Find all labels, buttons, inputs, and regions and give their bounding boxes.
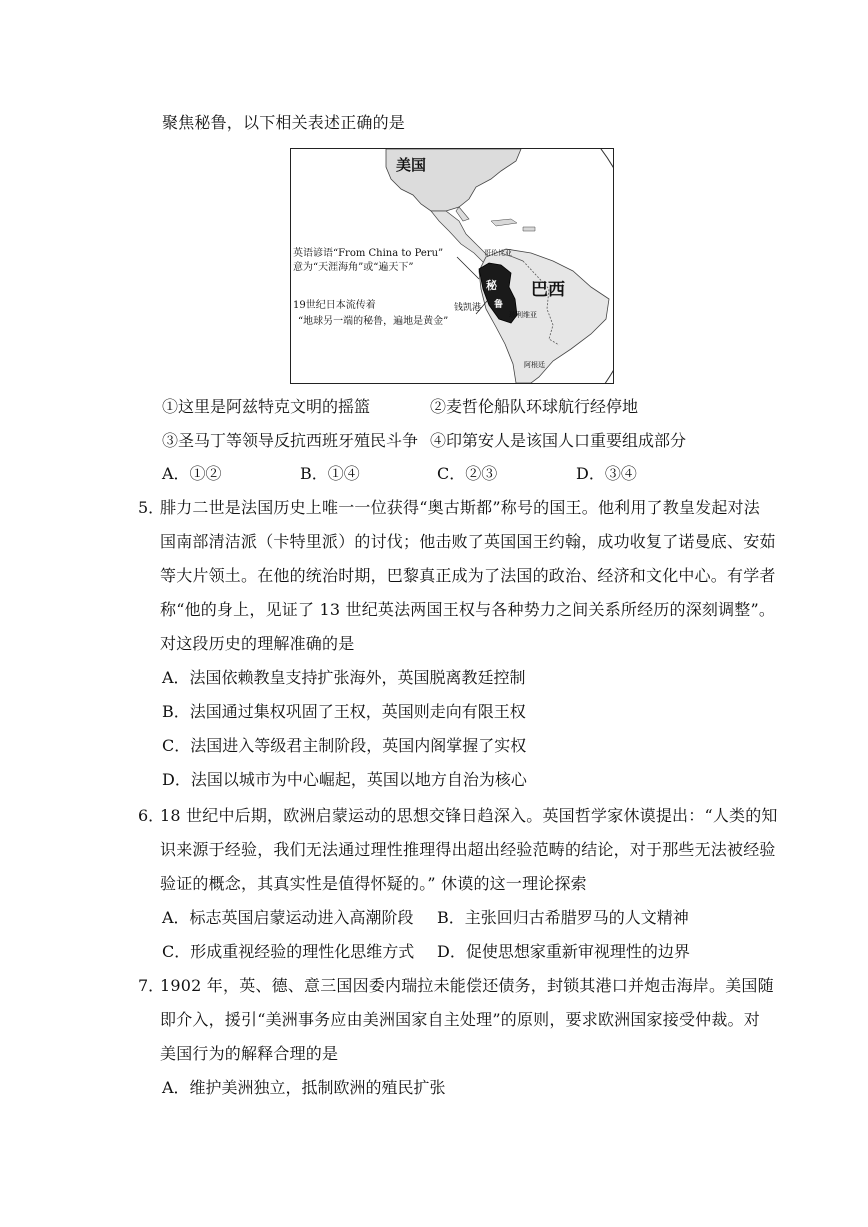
q4-option-c[interactable]: C．②③ [437,464,498,483]
q5-option-c[interactable]: C．法国进入等级君主制阶段，英国内阁掌握了实权 [162,736,527,755]
label-brazil: 巴西 [531,280,565,300]
q6-option-c[interactable]: C．形成重视经验的理性化思维方式 [162,942,415,961]
q6-stem-line3: 验证的概念，其真实性是值得怀疑的。” 休谟的这一理论探索 [160,874,587,893]
note2-line1: 19世纪日本流传着 [293,300,376,311]
q6-number: 6． [138,806,165,825]
label-usa: 美国 [396,156,427,174]
peru-map-figure [290,148,614,384]
label-peru-1: 秘 [486,279,497,292]
q4-option-d[interactable]: D．③④ [576,464,637,483]
note1-pointer [457,257,479,279]
q4-statement-4: ④印第安人是该国人口重要组成部分 [430,431,687,450]
label-colombia: 哥伦比亚 [484,249,512,257]
label-lima-port: 钱凯港 [454,303,482,313]
q6-option-d[interactable]: D．促使思想家重新审视理性的边界 [437,942,690,961]
label-bolivia: 玻利维亚 [509,311,537,319]
note2-line2: “地球另一端的秘鲁，遍地是黄金” [298,316,449,327]
q7-option-a[interactable]: A．维护美洲独立，抵制欧洲的殖民扩张 [162,1078,446,1097]
q5-option-a[interactable]: A．法国依赖教皇支持扩张海外，英国脱离教廷控制 [162,668,526,687]
q5-stem-line4: 称“他的身上，见证了 13 世纪英法两国王权与各种势力之间关系所经历的深刻调整”。 [160,600,776,619]
note1-line1: 英语谚语“From China to Peru” [293,248,444,259]
q6-option-a[interactable]: A．标志英国启蒙运动进入高潮阶段 [162,908,414,927]
note1-line2: 意为“天涯海角”或“遍天下” [293,262,414,273]
q7-stem-line2: 即介入，援引“美洲事务应由美洲国家自主处理”的原则，要求欧洲国家接受仲裁。对 [160,1010,760,1029]
q5-option-d[interactable]: D．法国以城市为中心崛起，英国以地方自治为核心 [162,770,527,789]
label-argentina: 阿根廷 [524,361,545,369]
q5-stem-line2: 国南部清洁派（卡特里派）的讨伐；他击败了英国国王约翰，成功收复了诺曼底、安茹 [160,532,776,551]
q7-number: 7． [138,976,165,995]
q6-option-b[interactable]: B．主张回归古希腊罗马的人文精神 [437,908,689,927]
q4-statement-2: ②麦哲伦船队环球航行经停地 [430,397,639,416]
q5-number: 5． [138,498,165,517]
q4-statement-3: ③圣马丁等领导反抗西班牙殖民斗争 [162,431,419,450]
q5-stem-line1: 腓力二世是法国历史上唯一一位获得“奥古斯都”称号的国王。他利用了教皇发起对法 [160,498,760,517]
q5-stem-line3: 等大片领土。在他的统治时期，巴黎真正成为了法国的政治、经济和文化中心。有学者 [160,566,776,585]
q4-statement-1: ①这里是阿兹特克文明的摇篮 [162,397,371,416]
q6-stem-line1: 18 世纪中后期，欧洲启蒙运动的思想交锋日趋深入。英国哲学家休谟提出：“人类的知 [160,806,778,825]
q5-stem-line5: 对这段历史的理解准确的是 [160,634,355,653]
q4-option-a[interactable]: A．①② [162,464,222,483]
q5-option-b[interactable]: B．法国通过集权巩固了王权，英国则走向有限王权 [162,702,526,721]
q7-stem-line1: 1902 年，英、德、意三国因委内瑞拉未能偿还债务，封锁其港口并炮击海岸。美国随 [160,976,774,995]
q4-option-b[interactable]: B．①④ [300,464,360,483]
question-4-stem: 聚焦秘鲁，以下相关表述正确的是 [162,113,406,132]
label-peru-2: 鲁 [494,300,504,310]
q7-stem-line3: 美国行为的解释合理的是 [160,1044,339,1063]
q6-stem-line2: 识来源于经验，我们无法通过理性推理得出超出经验范畴的结论，对于那些无法被经验 [160,840,776,859]
